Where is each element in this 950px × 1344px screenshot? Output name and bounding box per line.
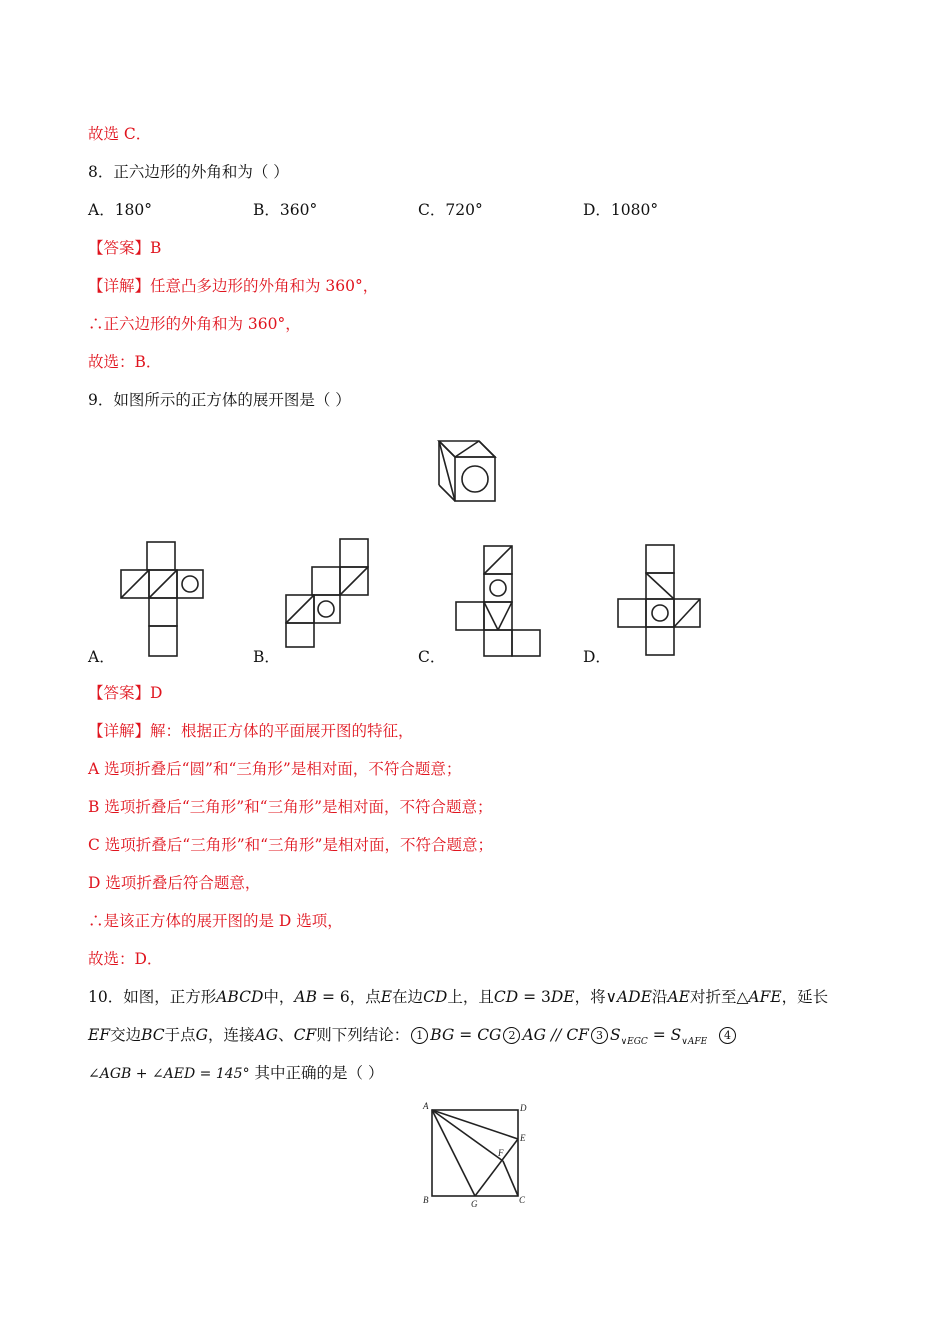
q10-math: AB xyxy=(294,988,318,1006)
q10-text: 在边 xyxy=(392,988,424,1006)
q9-line-d: D 选项折叠后符合题意， xyxy=(88,874,261,892)
q10-text: 其中正确的是（ ） xyxy=(249,1064,384,1082)
q10-conclusion-2: AG // CF xyxy=(522,1026,589,1044)
label-g: G xyxy=(471,1199,478,1209)
q10-math: CF xyxy=(293,1026,317,1044)
label-e: E xyxy=(520,1133,526,1143)
q10-math: E xyxy=(380,988,393,1006)
label-b: B xyxy=(423,1195,429,1205)
label-c: C xyxy=(519,1195,526,1205)
q9-choice: 故选：D． xyxy=(88,950,163,968)
circled-number: 3 xyxy=(591,1027,608,1044)
circled-number: 4 xyxy=(719,1027,736,1044)
q10-math: BC xyxy=(141,1026,165,1044)
q10-text: 沿 xyxy=(651,988,668,1006)
q8-detail-2: ∴正六边形的外角和为 360°， xyxy=(88,315,301,333)
label-a: A xyxy=(423,1101,429,1111)
q9-answer: 【答案】D xyxy=(88,684,163,702)
circled-number: 2 xyxy=(503,1027,520,1044)
q10-text: ，将∨ xyxy=(574,988,617,1006)
q10-text: ，延长 xyxy=(781,988,829,1006)
q10-text: 对折至△ xyxy=(689,988,749,1006)
q10-math: AE xyxy=(667,988,690,1006)
q10-math: CD xyxy=(423,988,448,1006)
q10-text: 中， xyxy=(263,988,295,1006)
q9-option-b-label: B． xyxy=(253,648,280,666)
q10-text: = 3 xyxy=(518,988,551,1006)
q10-math: AFE xyxy=(748,988,782,1006)
q10-math: CD xyxy=(493,988,519,1006)
q10-text: 、 xyxy=(278,1026,294,1044)
q10-math: S xyxy=(609,1026,621,1044)
q10-math: AG xyxy=(254,1026,279,1044)
q9-line-a: A 选项折叠后“圆”和“三角形”是相对面，不符合题意； xyxy=(88,760,462,778)
q8-option-a: A．180° xyxy=(88,201,153,219)
q10-square-figure xyxy=(420,1100,532,1216)
q9-option-d-label: D． xyxy=(583,648,611,666)
q8-choice: 故选：B． xyxy=(88,353,162,371)
q8-answer: 【答案】B xyxy=(88,239,162,257)
q10-subscript: ∨AFE xyxy=(681,1037,708,1048)
q8-option-b: B．360° xyxy=(253,201,318,219)
q10-text: ，连接 xyxy=(208,1026,255,1044)
label-d: D xyxy=(520,1103,527,1113)
q10-text: = 6，点 xyxy=(317,988,381,1006)
q10-conclusion-1: BG = CG xyxy=(430,1026,502,1044)
q10-math: = S xyxy=(647,1026,682,1044)
q8-detail-1: 【详解】任意凸多边形的外角和为 360°， xyxy=(88,277,379,295)
q10-math: ABCD xyxy=(216,988,264,1006)
q10-stem-line-2 xyxy=(88,1025,738,1052)
q8-option-d: D．1080° xyxy=(583,201,659,219)
q9-net-b xyxy=(284,537,372,653)
q10-text: 交边 xyxy=(110,1026,142,1044)
q10-stem-line-1 xyxy=(88,987,828,1007)
q7-choice: 故选 C． xyxy=(88,125,152,143)
q10-text: 则下列结论： xyxy=(316,1026,410,1044)
q9-line-c: C 选项折叠后“三角形”和“三角形”是相对面，不符合题意； xyxy=(88,836,493,854)
q10-text: 上，且 xyxy=(447,988,494,1006)
q9-line-b: B 选项折叠后“三角形”和“三角形”是相对面，不符合题意； xyxy=(88,798,493,816)
q10-math: EF xyxy=(88,1026,111,1044)
q10-stem-line-3 xyxy=(88,1063,383,1084)
q10-text: 10．如图，正方形 xyxy=(88,988,217,1006)
q8-option-c: C．720° xyxy=(418,201,483,219)
q9-cube-figure xyxy=(437,437,499,507)
label-f: F xyxy=(498,1148,504,1158)
q9-option-a-label: A． xyxy=(88,648,115,666)
q10-math: G xyxy=(195,1026,209,1044)
q9-stem: 9．如图所示的正方体的展开图是（ ） xyxy=(88,391,351,409)
q9-net-c xyxy=(454,544,542,664)
q10-conclusion-4: ∠AGB + ∠AED = 145° xyxy=(88,1066,250,1082)
circled-number: 1 xyxy=(411,1027,428,1044)
q10-text: 于点 xyxy=(164,1026,196,1044)
q9-detail: 【详解】解：根据正方体的平面展开图的特征， xyxy=(88,722,414,740)
q10-math: DE xyxy=(550,988,575,1006)
q8-stem: 8．正六边形的外角和为（ ） xyxy=(88,163,289,181)
q9-therefore: ∴是该正方体的展开图的是 D 选项， xyxy=(88,912,343,930)
q10-math: ADE xyxy=(616,988,652,1006)
q9-net-d xyxy=(616,543,704,661)
q9-net-a xyxy=(119,540,205,664)
q10-subscript: ∨EGC xyxy=(620,1037,648,1048)
q9-option-c-label: C． xyxy=(418,648,446,666)
